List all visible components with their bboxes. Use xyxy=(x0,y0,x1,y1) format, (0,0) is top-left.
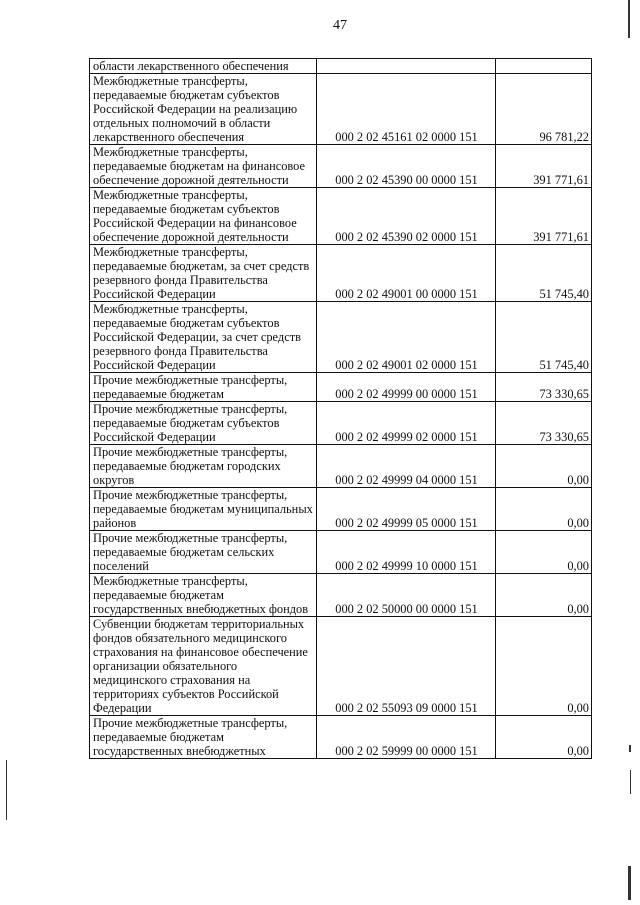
revenue-name-cell: Прочие межбюджетные трансферты, передаваемые бюджетам субъектов Российской Федерации xyxy=(90,402,317,445)
revenue-name-cell: Межбюджетные трансферты, передаваемые бюджетам государственных внебюджетных фондов xyxy=(90,574,317,617)
revenue-name-cell: Межбюджетные трансферты, передаваемые бюджетам субъектов Российской Федерации на финансовое обеспечение дорожной деятельности xyxy=(90,188,317,245)
amount-cell: 391 771,61 xyxy=(496,145,592,188)
amount-cell xyxy=(496,59,592,74)
table-row xyxy=(90,617,592,716)
scan-edge-mark xyxy=(629,745,631,752)
revenue-name-cell: Межбюджетные трансферты, передаваемые бюджетам субъектов Российской Федерации на реализацию отдельных полномочий в области лекарственного обеспечения xyxy=(90,74,317,145)
amount-cell: 0,00 xyxy=(496,531,592,574)
revenue-name-cell: Субвенции бюджетам территориальных фондов обязательного медицинского страхования на финансовое обеспечение организации обязательного медицинского страхования на территориях субъектов Российской Федерации xyxy=(90,617,317,716)
classification-code-cell: 000 2 02 45390 02 0000 151 xyxy=(317,188,496,245)
table-row xyxy=(90,716,592,759)
table-row xyxy=(90,445,592,488)
amount-cell: 0,00 xyxy=(496,617,592,716)
revenue-name-cell: Прочие межбюджетные трансферты, передаваемые бюджетам городских округов xyxy=(90,445,317,488)
scan-edge-mark xyxy=(6,760,7,820)
amount-cell: 51 745,40 xyxy=(496,302,592,373)
amount-cell: 0,00 xyxy=(496,488,592,531)
table-row xyxy=(90,488,592,531)
table-row xyxy=(90,59,592,74)
amount-cell: 0,00 xyxy=(496,445,592,488)
table-row xyxy=(90,188,592,245)
scan-edge-mark xyxy=(628,0,630,38)
classification-code-cell: 000 2 02 45161 02 0000 151 xyxy=(317,74,496,145)
classification-code-cell: 000 2 02 49001 00 0000 151 xyxy=(317,245,496,302)
classification-code-cell: 000 2 02 49999 00 0000 151 xyxy=(317,373,496,402)
classification-code-cell: 000 2 02 45390 00 0000 151 xyxy=(317,145,496,188)
classification-code-cell: 000 2 02 50000 00 0000 151 xyxy=(317,574,496,617)
page-number: 47 xyxy=(333,18,347,33)
classification-code-cell xyxy=(317,59,496,74)
table-row xyxy=(90,402,592,445)
table-row xyxy=(90,373,592,402)
budget-revenue-table xyxy=(89,58,592,759)
table-row xyxy=(90,531,592,574)
scan-edge-mark xyxy=(628,866,631,900)
table-row xyxy=(90,245,592,302)
amount-cell: 0,00 xyxy=(496,716,592,759)
revenue-name-cell: Прочие межбюджетные трансферты, передаваемые бюджетам xyxy=(90,373,317,402)
classification-code-cell: 000 2 02 55093 09 0000 151 xyxy=(317,617,496,716)
table-row xyxy=(90,574,592,617)
classification-code-cell: 000 2 02 49999 04 0000 151 xyxy=(317,445,496,488)
classification-code-cell: 000 2 02 49999 10 0000 151 xyxy=(317,531,496,574)
amount-cell: 96 781,22 xyxy=(496,74,592,145)
revenue-name-cell: Межбюджетные трансферты, передаваемые бюджетам на финансовое обеспечение дорожной деятельности xyxy=(90,145,317,188)
classification-code-cell: 000 2 02 49999 02 0000 151 xyxy=(317,402,496,445)
table-row xyxy=(90,302,592,373)
scan-edge-mark xyxy=(630,770,631,794)
classification-code-cell: 000 2 02 59999 00 0000 151 xyxy=(317,716,496,759)
revenue-name-cell: Прочие межбюджетные трансферты, передаваемые бюджетам муниципальных районов xyxy=(90,488,317,531)
revenue-name-cell: Межбюджетные трансферты, передаваемые бюджетам, за счет средств резервного фонда Правительства Российской Федерации xyxy=(90,245,317,302)
amount-cell: 391 771,61 xyxy=(496,188,592,245)
table-row xyxy=(90,74,592,145)
classification-code-cell: 000 2 02 49999 05 0000 151 xyxy=(317,488,496,531)
amount-cell: 0,00 xyxy=(496,574,592,617)
revenue-name-cell: Прочие межбюджетные трансферты, передаваемые бюджетам сельских поселений xyxy=(90,531,317,574)
revenue-name-cell: области лекарственного обеспечения xyxy=(90,59,317,74)
amount-cell: 73 330,65 xyxy=(496,402,592,445)
amount-cell: 73 330,65 xyxy=(496,373,592,402)
table-row xyxy=(90,145,592,188)
amount-cell: 51 745,40 xyxy=(496,245,592,302)
revenue-name-cell: Межбюджетные трансферты, передаваемые бюджетам субъектов Российской Федерации, за счет средств резервного фонда Правительства Российской Федерации xyxy=(90,302,317,373)
classification-code-cell: 000 2 02 49001 02 0000 151 xyxy=(317,302,496,373)
revenue-name-cell: Прочие межбюджетные трансферты, передаваемые бюджетам государственных внебюджетных xyxy=(90,716,317,759)
